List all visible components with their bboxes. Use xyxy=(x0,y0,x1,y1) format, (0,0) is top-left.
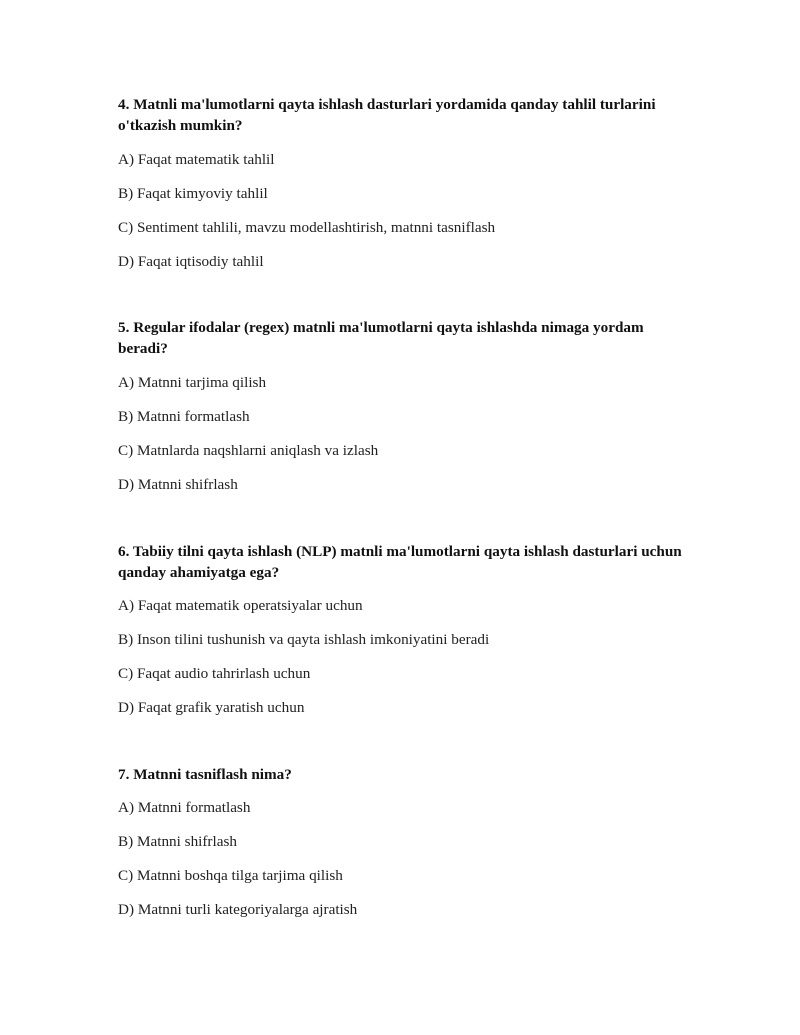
answer-option-a: A) Faqat matematik tahlil xyxy=(118,151,275,168)
answer-option-a: A) Matnni tarjima qilish xyxy=(118,374,267,391)
answer-option-d: D) Matnni shifrlash xyxy=(118,476,238,493)
question-title: 4. Matnli ma'lumotlarni qayta ishlash dasturlari yordamida qanday tahlil turlarini o'tkazish mumkin? xyxy=(118,96,656,134)
answer-option-b: B) Matnni shifrlash xyxy=(118,833,237,850)
question-6 xyxy=(118,541,688,716)
answer-option-b: B) Matnni formatlash xyxy=(118,408,250,425)
question-5 xyxy=(118,317,688,493)
answer-option-a: A) Faqat matematik operatsiyalar uchun xyxy=(118,597,363,614)
answer-option-d: D) Faqat iqtisodiy tahlil xyxy=(118,253,264,270)
answer-option-b: B) Faqat kimyoviy tahlil xyxy=(118,185,268,202)
answer-option-d: D) Matnni turli kategoriyalarga ajratish xyxy=(118,901,358,918)
answer-option-c: C) Matnlarda naqshlarni aniqlash va izlash xyxy=(118,442,379,459)
question-4 xyxy=(118,94,688,270)
question-title: 5. Regular ifodalar (regex) matnli ma'lumotlarni qayta ishlashda nimaga yordam beradi? xyxy=(118,319,644,357)
answer-option-c: C) Matnni boshqa tilga tarjima qilish xyxy=(118,867,343,884)
question-title: 7. Matnni tasniflash nima? xyxy=(118,766,292,783)
question-title: 6. Tabiiy tilni qayta ishlash (NLP) matnli ma'lumotlarni qayta ishlash dasturlari uchun qanday ahamiyatga ega? xyxy=(118,543,682,581)
answer-option-d: D) Faqat grafik yaratish uchun xyxy=(118,699,305,716)
answer-option-c: C) Faqat audio tahrirlash uchun xyxy=(118,665,311,682)
answer-option-c: C) Sentiment tahlili, mavzu modellashtirish, matnni tasniflash xyxy=(118,219,496,236)
answer-option-a: A) Matnni formatlash xyxy=(118,799,251,816)
answer-option-b: B) Inson tilini tushunish va qayta ishlash imkoniyatini beradi xyxy=(118,631,490,648)
question-7 xyxy=(118,764,688,918)
